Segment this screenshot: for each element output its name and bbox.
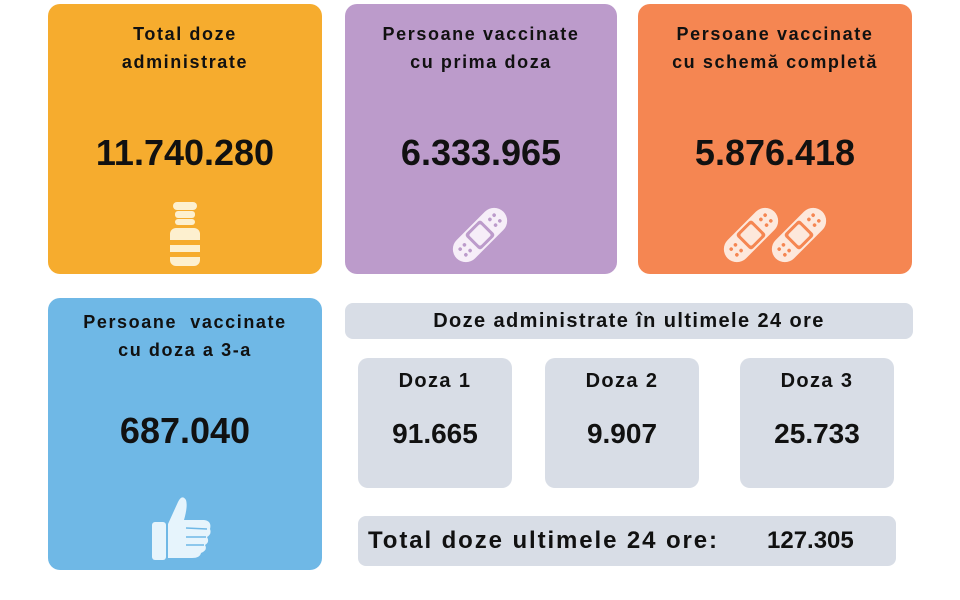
total-last-24h-panel: [358, 516, 896, 566]
total-doses-value: 11.740.280: [95, 132, 275, 173]
card-title: Persoane vaccinate cu prima doza: [382, 24, 580, 72]
two-bandages-icon: [716, 200, 834, 270]
dose-1-label: Doza 1: [398, 370, 472, 392]
card-total-doses: [48, 4, 322, 274]
dose-2-panel: [545, 358, 699, 488]
card-full-scheme: [638, 4, 912, 274]
dose-3-label: Doza 3: [780, 370, 854, 392]
dose-2-value: 9.907: [586, 418, 658, 449]
total-last-24h-value: 127.305: [767, 527, 854, 554]
dose-3-value: 25.733: [774, 418, 860, 449]
dose-2-label: Doza 2: [585, 370, 659, 392]
full-scheme-value: 5.876.418: [694, 132, 856, 173]
bandage-icon: [445, 200, 515, 270]
card-first-dose: [345, 4, 617, 274]
total-last-24h-label: Total doze ultimele 24 ore:: [368, 527, 719, 554]
thumbs-up-icon: [150, 494, 214, 562]
vaccine-vial-icon: [168, 202, 202, 268]
card-title: Total doze administrate: [121, 24, 249, 72]
third-dose-value: 687.040: [119, 410, 251, 451]
card-third-dose: [48, 298, 322, 570]
card-title: Persoane vaccinate cu doza a 3-a: [83, 312, 287, 360]
card-title: Persoane vaccinate cu schemă completă: [672, 24, 878, 72]
first-dose-value: 6.333.965: [400, 132, 562, 173]
dose-3-panel: [740, 358, 894, 488]
dose-1-panel: [358, 358, 512, 488]
dose-1-value: 91.665: [392, 418, 478, 449]
last-24h-banner: Doze administrate în ultimele 24 ore: [345, 303, 913, 339]
